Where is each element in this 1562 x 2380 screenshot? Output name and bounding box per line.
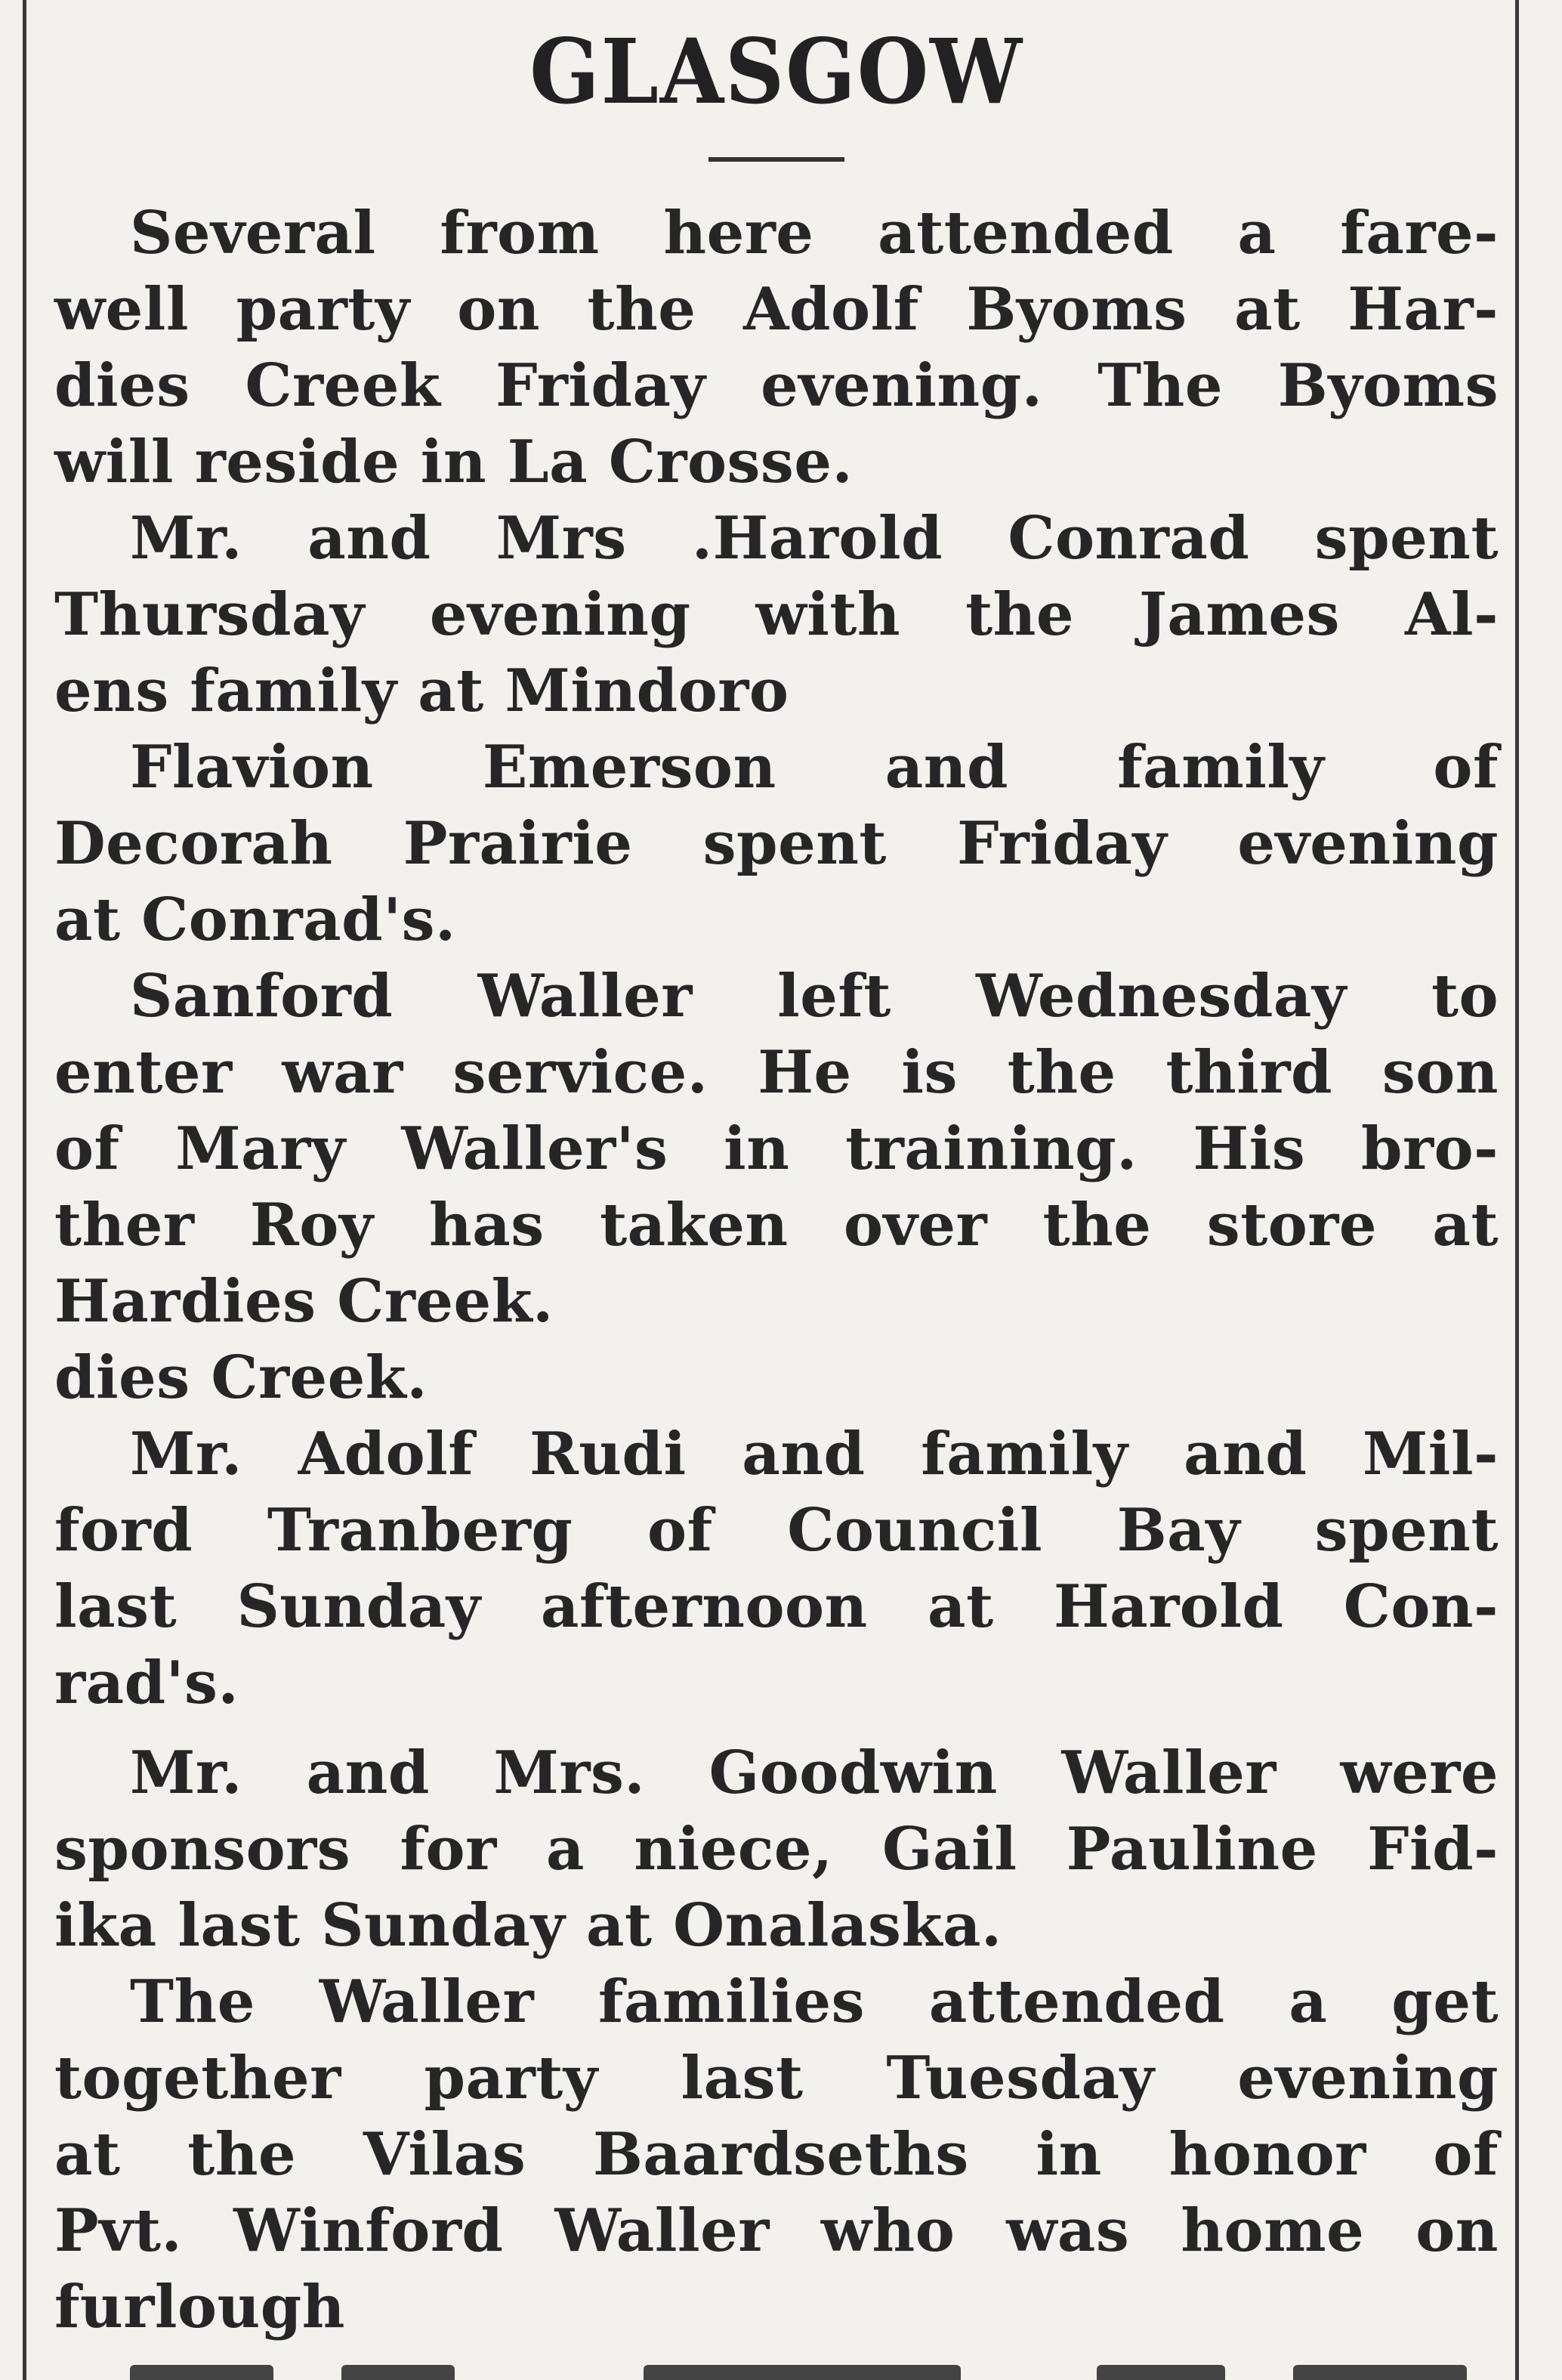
paragraph-sanford-waller — [54, 958, 1499, 1416]
cutoff-fragment — [1097, 2365, 1225, 2380]
text-line: last Sunday afternoon at Harold Con- — [54, 1572, 1499, 1641]
heading-divider — [708, 157, 844, 162]
text-line: at Conrad's. — [54, 886, 456, 954]
cutoff-fragment — [1293, 2365, 1467, 2380]
text-line: Flavion Emerson and family of — [130, 733, 1499, 802]
text-line: dies Creek. — [54, 1343, 428, 1412]
text-line: Decorah Prairie spent Friday evening — [54, 809, 1499, 878]
paragraph-waller-families — [54, 1964, 1499, 2345]
text-line: together party last Tuesday evening — [54, 2044, 1499, 2113]
paragraph-spacer — [54, 1721, 1499, 1735]
text-line: ika last Sunday at Onalaska. — [54, 1891, 1002, 1960]
text-line: sponsors for a niece, Gail Pauline Fid- — [54, 1815, 1499, 1884]
text-line: Several from here attended a fare- — [130, 199, 1499, 267]
text-line: Sanford Waller left Wednesday to — [130, 962, 1499, 1031]
text-line: Mr. Adolf Rudi and family and Mil- — [130, 1420, 1499, 1488]
text-line: Mr. and Mrs. Goodwin Waller were — [130, 1739, 1499, 1807]
cutoff-fragment — [644, 2365, 961, 2380]
text-line: Pvt. Winford Waller who was home on — [54, 2196, 1499, 2265]
text-line: Thursday evening with the James Al- — [54, 580, 1499, 649]
cutoff-fragment — [130, 2365, 273, 2380]
paragraph-rudi-tranberg — [54, 1416, 1499, 1721]
article-heading: GLASGOW — [529, 19, 1023, 124]
text-line: ens family at Mindoro — [54, 657, 789, 725]
text-line: dies Creek Friday evening. The Byoms — [54, 351, 1499, 420]
column-rule-right — [1515, 0, 1519, 2380]
text-line: Hardies Creek. — [54, 1267, 554, 1336]
text-line: furlough — [54, 2273, 345, 2341]
column-rule-left — [23, 0, 26, 2380]
cutoff-fragment — [341, 2365, 455, 2380]
text-line: rad's. — [54, 1649, 239, 1717]
text-line: ford Tranberg of Council Bay spent — [54, 1496, 1499, 1565]
paragraph-farewell-party — [54, 195, 1499, 500]
cutoff-next-line — [54, 2359, 1499, 2380]
text-line: well party on the Adolf Byoms at Har- — [54, 275, 1499, 344]
text-line: at the Vilas Baardseths in honor of — [54, 2120, 1499, 2189]
text-line: Mr. and Mrs .Harold Conrad spent — [130, 504, 1499, 573]
paragraph-conrad-visit — [54, 500, 1499, 729]
text-line: The Waller families attended a get — [130, 1967, 1499, 2036]
paragraph-goodwin-waller — [54, 1735, 1499, 1964]
text-line: of Mary Waller's in training. His bro- — [54, 1114, 1499, 1183]
text-line: will reside in La Crosse. — [54, 428, 854, 496]
paragraph-emerson-family — [54, 729, 1499, 958]
news-column — [54, 15, 1499, 2345]
text-line: enter war service. He is the third son — [54, 1038, 1499, 1107]
text-line: ther Roy has taken over the store at — [54, 1191, 1499, 1260]
